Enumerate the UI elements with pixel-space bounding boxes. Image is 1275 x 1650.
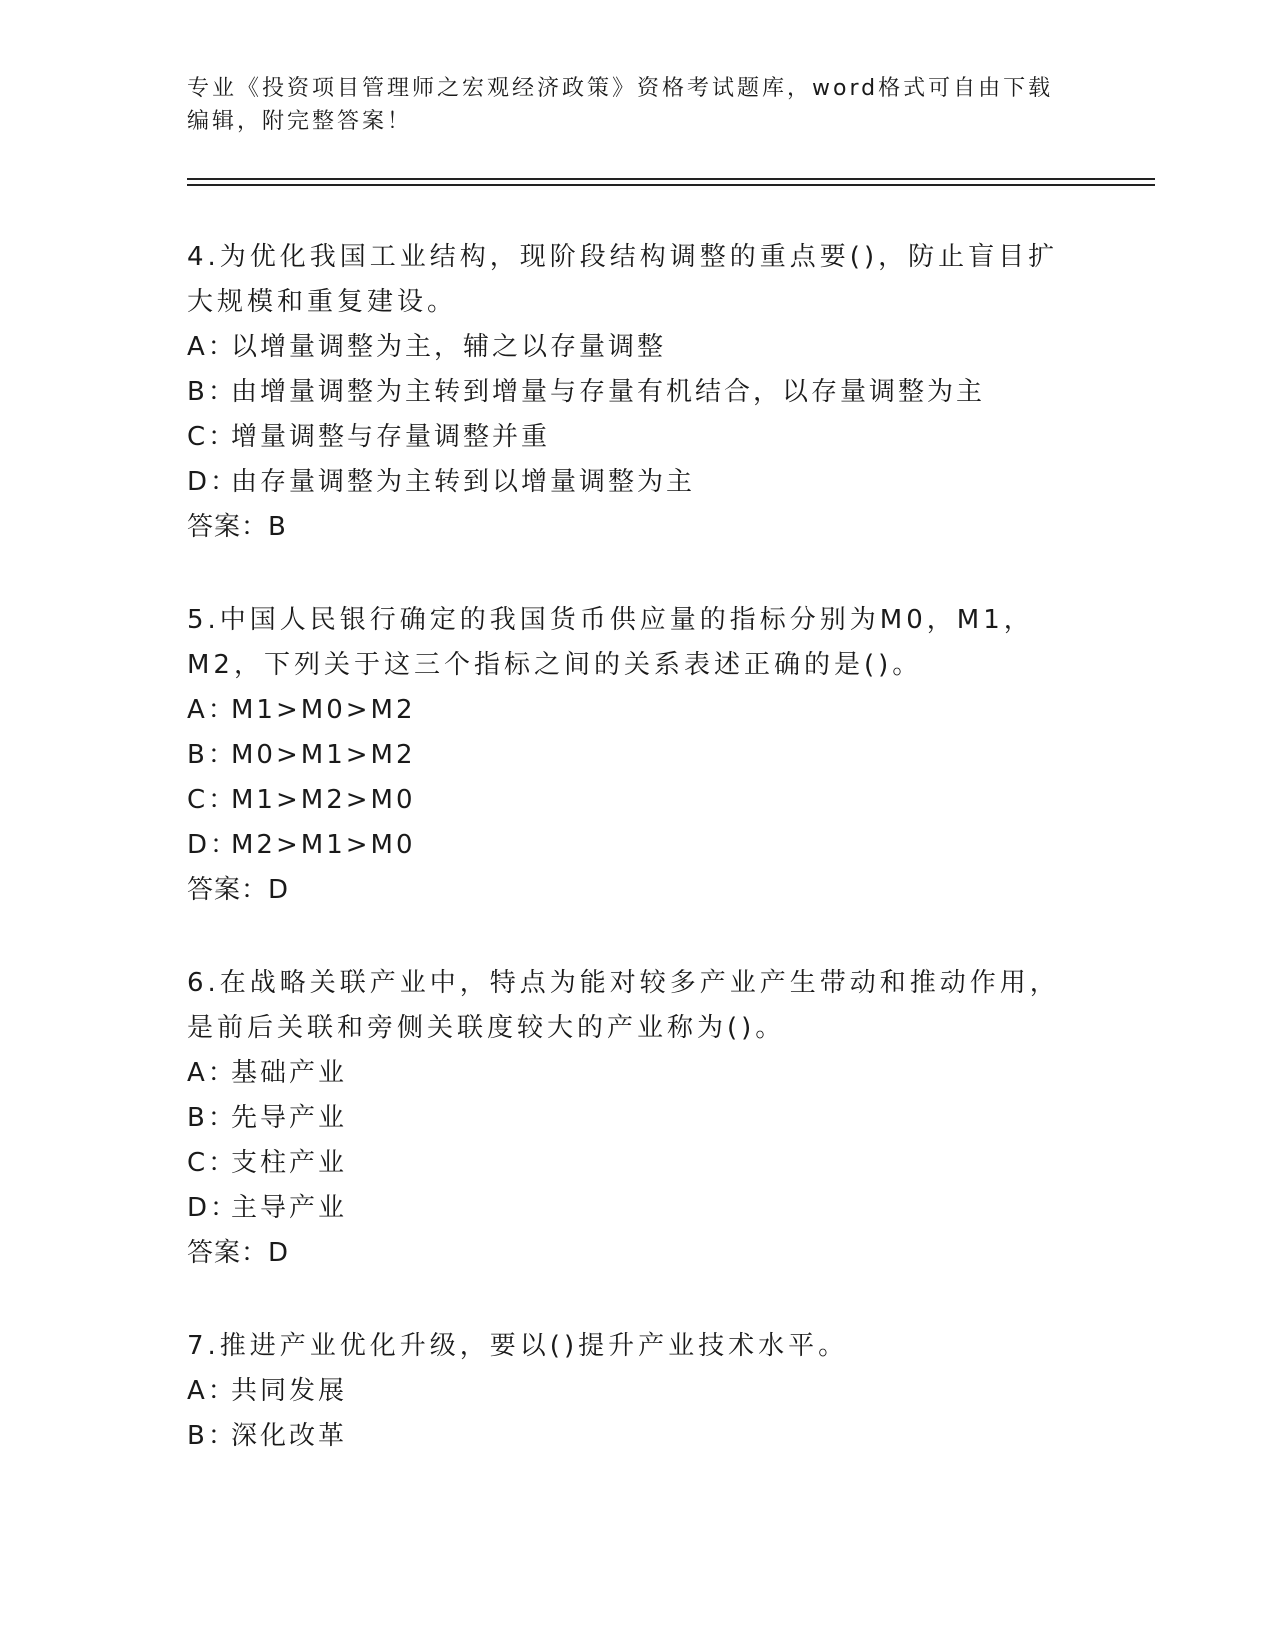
option-a [187,1369,1087,1414]
option-letter: B： [187,740,237,770]
option-text: 由增量调整为主转到增量与存量有机结合，以存量调整为主 [231,377,986,407]
option-text: 共同发展 [231,1376,348,1406]
option-text: 深化改革 [231,1421,348,1451]
option-letter: C： [187,1148,238,1178]
question-7 [187,1324,1087,1459]
option-b [187,1096,1087,1141]
document-header: 专业《投资项目管理师之宏观经济政策》资格考试题库，word格式可自由下载编辑，附完整答案！ [187,76,1054,134]
option-letter: D： [187,467,240,497]
option-d [187,823,1087,868]
option-c [187,1141,1087,1186]
option-b [187,370,1087,415]
option-a [187,325,1087,370]
answer-line: 答案：D [187,875,290,905]
option-text: M2>M1>M0 [231,830,416,860]
option-text: 基础产业 [231,1058,348,1088]
answer-line: 答案：D [187,1238,290,1268]
option-d [187,1186,1087,1231]
question-4 [187,235,1087,550]
question-6 [187,961,1087,1276]
option-c [187,778,1087,823]
option-letter: D： [187,830,240,860]
question-stem: 7.推进产业优化升级，要以()提升产业技术水平。 [187,1331,849,1361]
option-a [187,688,1087,733]
option-letter: B： [187,1103,237,1133]
answer-line: 答案：B [187,512,287,542]
option-letter: A： [187,332,237,362]
option-text: M0>M1>M2 [231,740,416,770]
option-text: M1>M0>M2 [231,695,416,725]
option-d [187,460,1087,505]
option-b [187,1414,1087,1459]
question-stem: 6.在战略关联产业中，特点为能对较多产业产生带动和推动作用，是前后关联和旁侧关联度较大的产业称为()。 [187,968,1060,1043]
option-text: 主导产业 [231,1193,348,1223]
option-letter: C： [187,785,238,815]
question-stem: 5.中国人民银行确定的我国货币供应量的指标分别为M0，M1，M2，下列关于这三个指标之间的关系表述正确的是()。 [187,605,1034,680]
option-text: 支柱产业 [231,1148,348,1178]
header-divider-top [187,178,1155,180]
option-text: 先导产业 [231,1103,348,1133]
option-text: 以增量调整为主，辅之以存量调整 [231,332,667,362]
option-text: 增量调整与存量调整并重 [231,422,551,452]
option-letter: B： [187,1421,237,1451]
option-b [187,733,1087,778]
option-letter: C： [187,422,238,452]
option-letter: D： [187,1193,240,1223]
option-c [187,415,1087,460]
option-letter: A： [187,1058,237,1088]
header-divider-bottom [187,184,1155,186]
question-5 [187,598,1087,913]
option-a [187,1051,1087,1096]
option-letter: B： [187,377,237,407]
option-letter: A： [187,695,237,725]
question-stem: 4.为优化我国工业结构，现阶段结构调整的重点要()，防止盲目扩大规模和重复建设。 [187,242,1059,317]
option-letter: A： [187,1376,237,1406]
option-text: M1>M2>M0 [231,785,416,815]
option-text: 由存量调整为主转到以增量调整为主 [231,467,696,497]
